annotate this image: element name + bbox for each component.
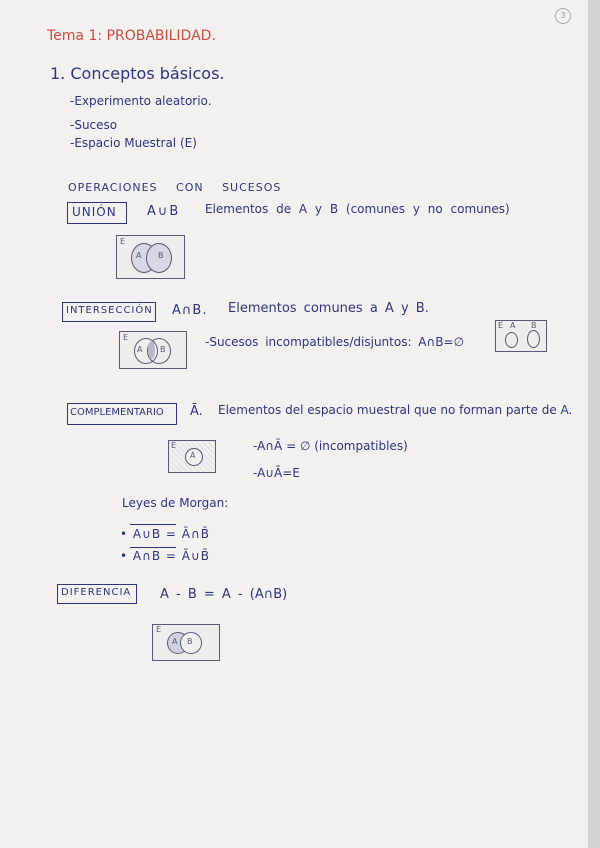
incompatible-text: -Sucesos incompatibles/disjuntos: A∩B=∅ — [205, 335, 465, 349]
union-label: UNIÓN — [72, 205, 117, 219]
venn-label-e: E — [171, 441, 177, 450]
list-item: -Experimento aleatorio. — [70, 94, 212, 108]
morgan-law-2: • A∩B = Ā∪B̄ — [120, 549, 211, 563]
venn-label-e: E — [120, 237, 126, 246]
venn-label-e: E — [123, 333, 129, 342]
venn-label-a: A — [510, 321, 516, 330]
section-heading: 1. Conceptos básicos. — [50, 64, 225, 83]
interseccion-text: Elementos comunes a A y B. — [228, 301, 429, 316]
venn-label-a: A — [136, 251, 142, 260]
venn-circle-b — [527, 330, 540, 348]
diferencia-formula: A - B = A - (A∩B) — [160, 587, 288, 602]
complementario-label: COMPLEMENTARIO — [70, 407, 164, 418]
venn-label-a: A — [190, 451, 196, 460]
union-venn-diagram — [116, 235, 185, 279]
venn-label-b: B — [531, 321, 537, 330]
diferencia-label: DIFERENCIA — [61, 587, 132, 598]
venn-label-b: B — [160, 345, 166, 354]
venn-circle-a — [505, 332, 518, 348]
list-item: -Suceso — [70, 118, 118, 132]
complementario-eq2: -A∪Ā=E — [253, 466, 300, 480]
morgan-law-2-overline — [130, 547, 176, 548]
venn-label-a: A — [137, 345, 143, 354]
complementario-eq1: -A∩Ā = ∅ (incompatibles) — [253, 439, 408, 453]
venn-label-b: B — [158, 251, 164, 260]
interseccion-venn-diagram — [119, 331, 187, 369]
disjoint-venn-diagram — [495, 320, 547, 352]
interseccion-label: INTERSECCIÓN — [66, 305, 153, 316]
morgan-heading: Leyes de Morgan: — [122, 496, 229, 510]
venn-label-e: E — [156, 625, 162, 634]
list-item: -Espacio Muestral (E) — [70, 136, 197, 150]
page-edge — [588, 0, 600, 848]
complementario-formula: Ā. — [190, 404, 203, 419]
complementario-text: Elementos del espacio muestral que no forman parte de A. — [218, 403, 573, 417]
operations-heading: OPERACIONES CON SUCESOS — [68, 181, 282, 194]
page-number: 3 — [555, 8, 571, 24]
venn-label-e: E — [498, 321, 504, 330]
venn-label-a: A — [172, 637, 178, 646]
diferencia-venn-diagram — [152, 624, 220, 661]
union-formula: A∪B — [147, 204, 181, 219]
morgan-law-1: • A∪B = Ā∩B̄ — [120, 527, 211, 541]
venn-intersection-shading — [148, 341, 155, 359]
morgan-law-1-overline — [130, 524, 176, 525]
complementario-venn-diagram — [168, 440, 216, 473]
interseccion-formula: A∩B. — [172, 303, 208, 318]
page-title: Tema 1: PROBABILIDAD. — [47, 28, 216, 44]
venn-label-b: B — [187, 637, 193, 646]
union-text: Elementos de A y B (comunes y no comunes) — [205, 202, 510, 216]
